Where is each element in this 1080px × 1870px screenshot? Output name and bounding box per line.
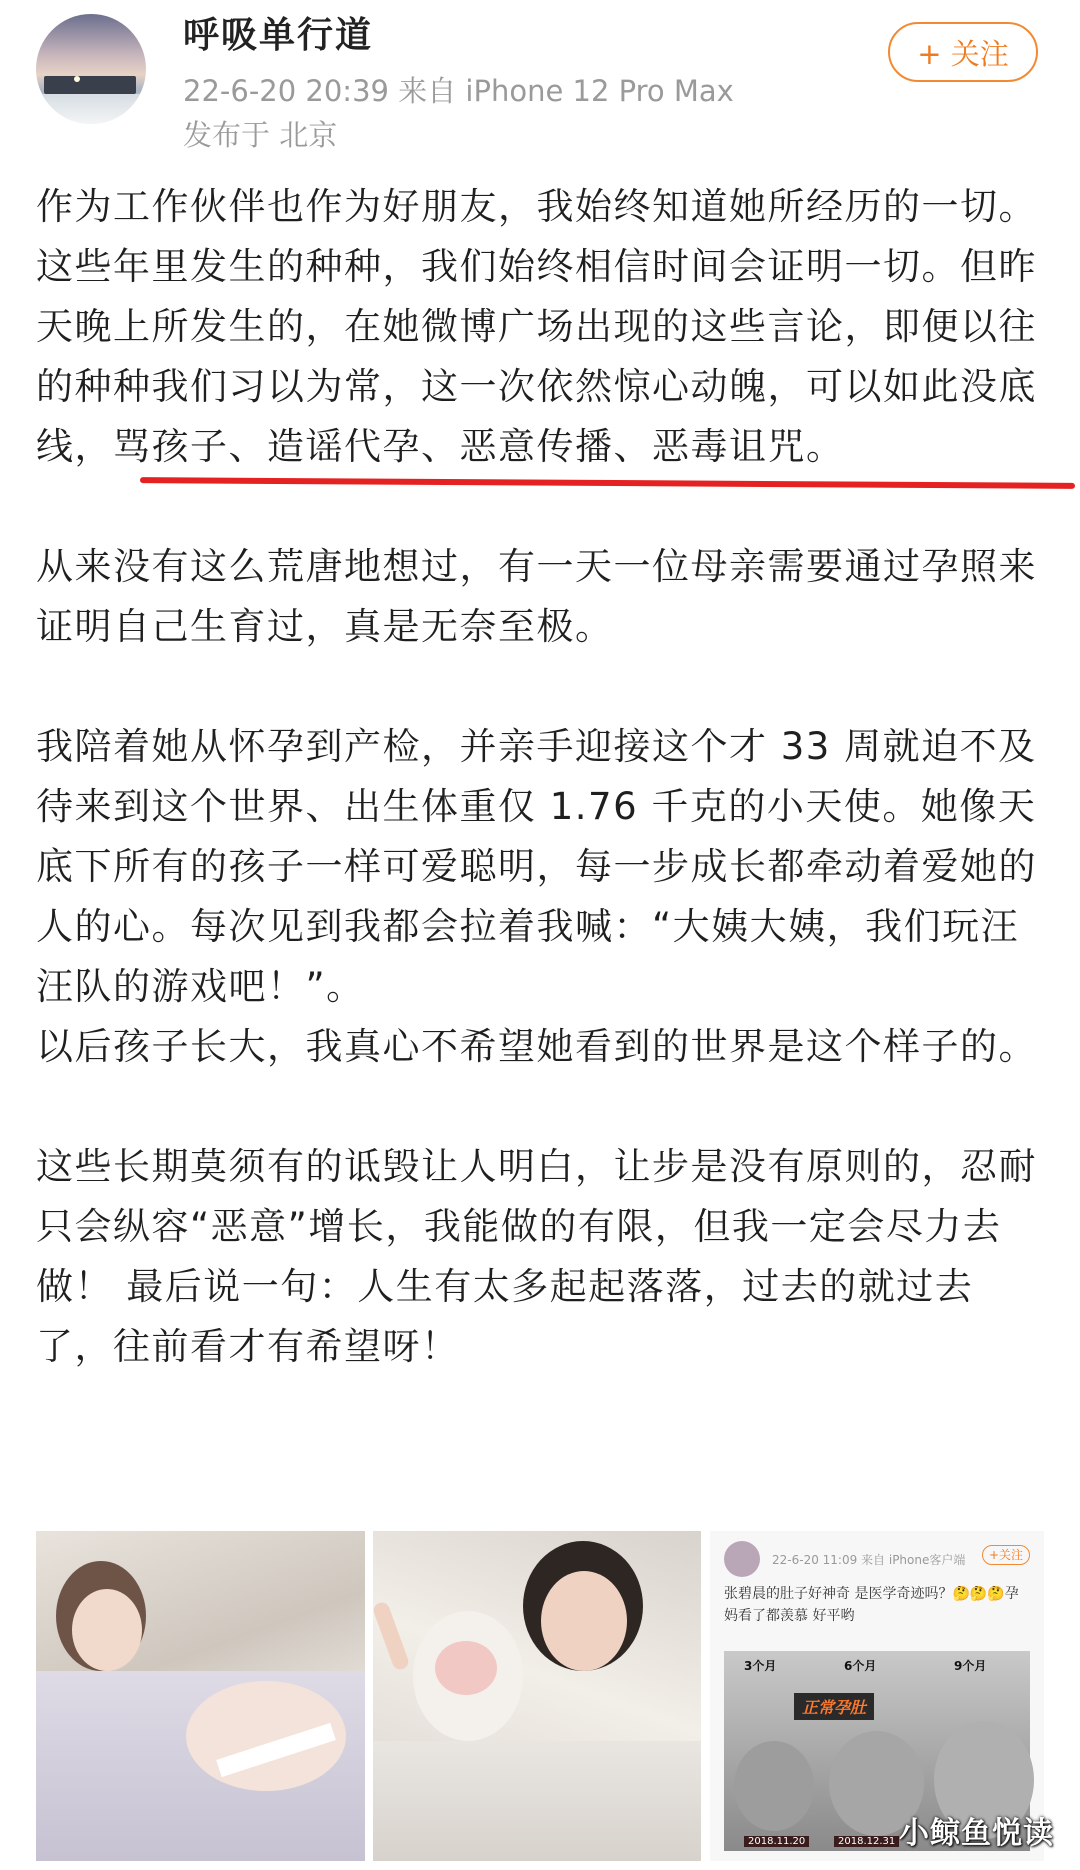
post-location: 发布于 北京	[183, 118, 338, 152]
post-paragraph: 这些长期莫须有的诋毁让人明白，让步是没有原则的，忍耐只会纵容“恶意”增长，我能做的有限，但我一定会尽力去做！ 最后说一句：人生有太多起起落落，过去的就过去了，往前看才有希望呀！	[36, 1145, 1037, 1368]
mini-post-text: 张碧晨的肚子好神奇 是医学奇迹吗？🤔🤔🤔孕妈看了都羡慕 好平哟	[724, 1586, 1019, 1624]
mini-follow-button: +关注	[982, 1545, 1030, 1565]
mini-banner: 正常孕肚	[794, 1693, 874, 1720]
post-paragraph: 从来没有这么荒唐地想过，有一天一位母亲需要通过孕照来证明自己生育过，真是无奈至极。	[36, 545, 1037, 648]
post-paragraph: 作为工作伙伴也作为好朋友，我始终知道她所经历的一切。这些年里发生的种种，我们始终相信时间会证明一切。但昨天晚上所发生的，在她微博广场出现的这些言论，即便以往的种种我们习以为常，这一次依然惊心动魄，可以如此没底线，骂孩子、造谣代孕、恶意传播、恶毒诅咒。	[36, 185, 1037, 468]
post-image-newborn[interactable]	[373, 1531, 701, 1861]
belly-silhouette	[734, 1741, 814, 1831]
month-label: 9个月	[954, 1659, 987, 1673]
follow-button[interactable]: + 关注	[888, 22, 1038, 82]
face-shape	[541, 1571, 627, 1671]
month-label: 6个月	[844, 1659, 877, 1673]
mini-post-meta: 22-6-20 11:09 来自 iPhone客户端	[772, 1553, 966, 1567]
post-paragraph: 以后孩子长大，我真心不希望她看到的世界是这个样子的。	[36, 1025, 1037, 1068]
peace-hand	[373, 1600, 410, 1671]
baby-face-blurred	[435, 1641, 497, 1695]
username[interactable]: 呼吸单行道	[183, 15, 374, 56]
photo-date: 2018.12.31	[834, 1836, 899, 1847]
post-meta: 22-6-20 20:39 来自 iPhone 12 Pro Max	[183, 74, 734, 108]
post-image-hospital-bed[interactable]	[36, 1531, 365, 1861]
photo-date: 2018.11.20	[744, 1836, 809, 1847]
avatar-light	[74, 76, 80, 82]
blanket-shape	[373, 1741, 701, 1861]
avatar-ground	[36, 94, 146, 124]
post-body	[36, 177, 1046, 1377]
month-label: 3个月	[744, 1659, 777, 1673]
avatar[interactable]	[36, 14, 146, 124]
face-shape	[72, 1589, 142, 1671]
mini-avatar	[724, 1541, 760, 1577]
post-paragraph: 我陪着她从怀孕到产检，并亲手迎接这个才 33 周就迫不及待来到这个世界、出生体重仅 1.76 千克的小天使。她像天底下所有的孩子一样可爱聪明，每一步成长都牵动着爱她的人的心。每次见到我都会拉着我喊：“大姨大姨，我们玩汪汪队的游戏吧！”。	[36, 725, 1037, 1008]
watermark: 小鲸鱼悦读	[899, 1816, 1054, 1851]
avatar-building	[44, 76, 136, 94]
